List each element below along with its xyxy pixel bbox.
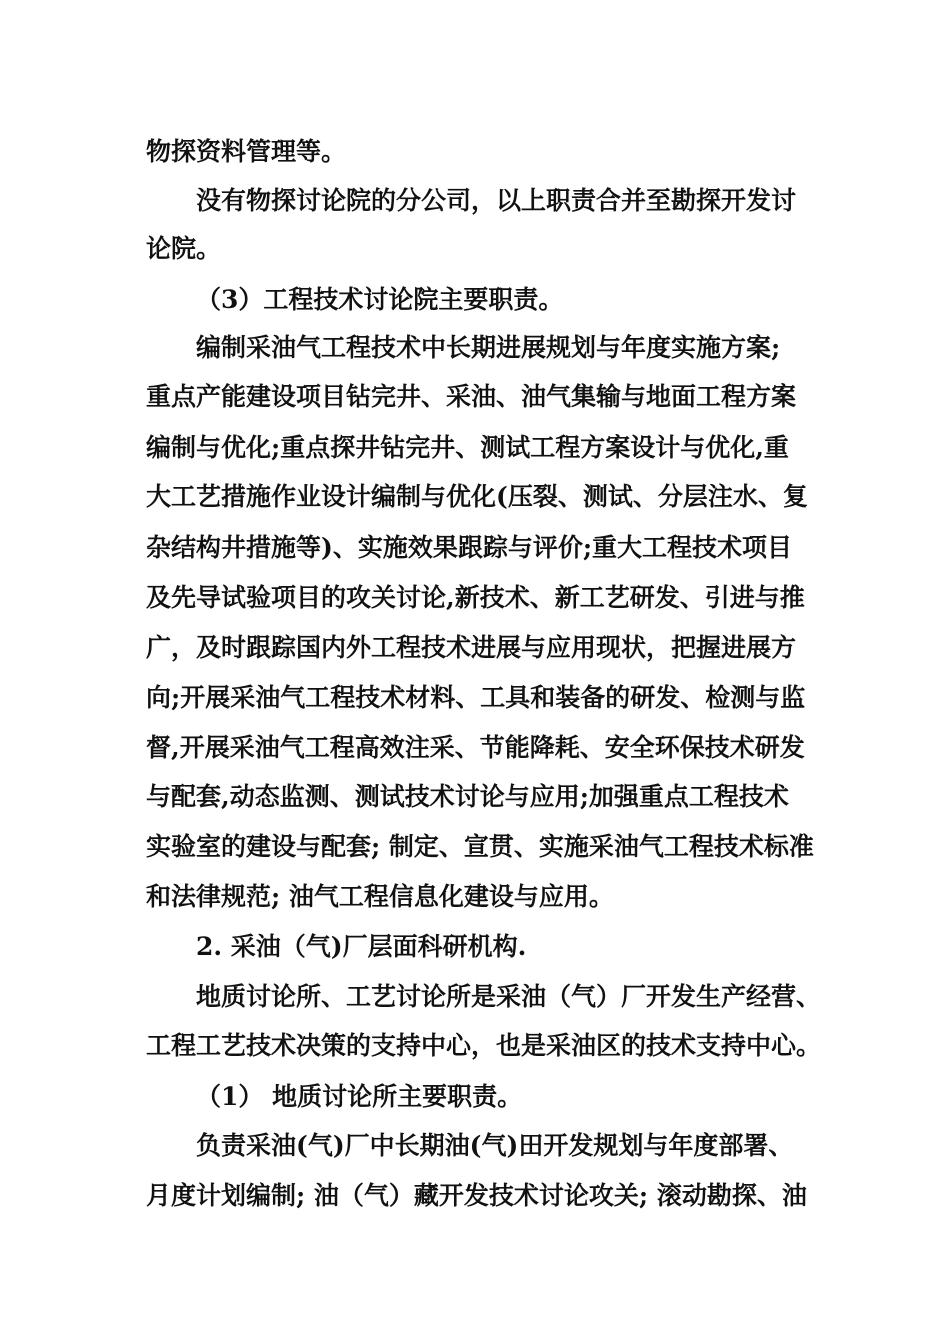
text-line: 广，及时跟踪国内外工程技术进展与应用现状，把握进展方 <box>146 633 797 662</box>
text-line: 向;开展采油气工程技术材料、工具和装备的研发、检测与监 <box>146 683 806 712</box>
text-line: 和法律规范; 油气工程信息化建设与应用。 <box>146 882 614 911</box>
text-line: 物探资料管理等。 <box>146 137 347 166</box>
text-line: 工程工艺技术决策的支持中心，也是采油区的技术支持中心。 <box>146 1031 822 1060</box>
text-line: 督,开展采油气工程高效注采、节能降耗、安全环保技术研发 <box>146 733 805 762</box>
text-line: 论院。 <box>146 234 222 263</box>
text-line: 大工艺措施作业设计编制与优化(压裂、测试、分层注水、复 <box>146 482 808 511</box>
text-line: （1） 地质讨论所主要职责。 <box>196 1082 523 1111</box>
text-line: 实验室的建设与配套; 制定、宣贯、实施采油气工程技术标准 <box>146 832 814 861</box>
text-line: 负责采油(气)厂中长期油(气)田开发规划与年度部署、 <box>196 1131 794 1160</box>
text-line: 编制与优化;重点探井钻完井、测试工程方案设计与优化,重 <box>146 433 789 462</box>
text-line: 2. 采油（气)厂层面科研机构. <box>196 932 527 961</box>
text-line: 编制采油气工程技术中长期进展规划与年度实施方案; <box>196 333 781 362</box>
text-line: 地质讨论所、工艺讨论所是采油（气）厂开发生产经营、 <box>196 982 822 1011</box>
text-line: 及先导试验项目的攻关讨论,新技术、新工艺研发、引进与推 <box>146 583 805 612</box>
text-line: 重点产能建设项目钻完井、采油、油气集输与地面工程方案 <box>146 382 797 411</box>
text-line: 杂结构井措施等)、实施效果跟踪与评价;重大工程技术项目 <box>146 533 793 562</box>
text-line: 没有物探讨论院的分公司，以上职责合并至勘探开发讨 <box>196 186 797 215</box>
text-line: （3）工程技术讨论院主要职责。 <box>196 285 564 314</box>
text-line: 月度计划编制; 油（气）藏开发技术讨论攻关; 滚动勘探、油 <box>146 1181 807 1210</box>
text-line: 与配套,动态监测、测试技术讨论与应用;加强重点工程技术 <box>146 782 789 811</box>
